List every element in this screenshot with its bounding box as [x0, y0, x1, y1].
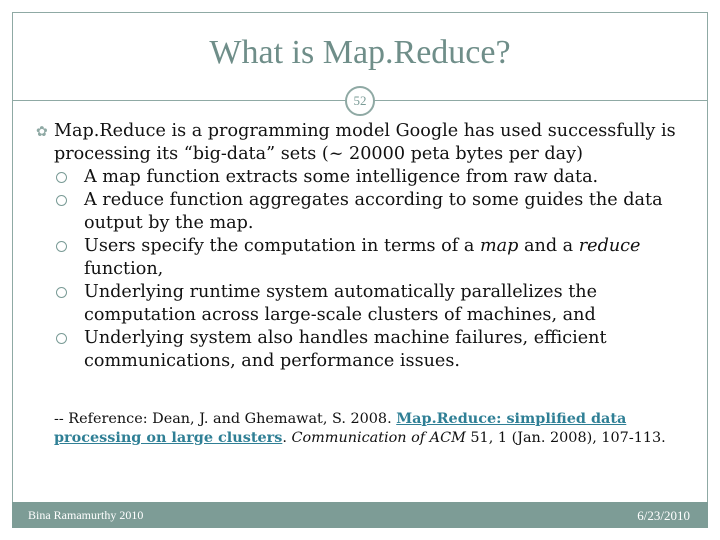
ring-bullet-icon: [56, 172, 67, 183]
ring-bullet-icon: [56, 195, 67, 206]
ring-bullet-icon: [56, 333, 67, 344]
sub-bullet-text: A map function extracts some intelligence from raw data.: [84, 167, 599, 187]
ring-bullet-icon: [56, 241, 67, 252]
page-number-badge: 52: [345, 86, 375, 116]
slide-body: [34, 120, 694, 373]
map-term: map: [479, 236, 519, 256]
slide-title: What is Map.Reduce?: [209, 34, 511, 71]
sub-bullet: [34, 189, 694, 235]
footer-date: 6/23/2010: [637, 508, 690, 523]
ring-bullet-icon: [56, 287, 67, 298]
sub-bullet-text: A reduce function aggregates according to some guides the data output by the map.: [84, 190, 663, 233]
sub-bullet-text: and a: [518, 236, 579, 256]
reference-journal: Communication of ACM: [291, 429, 466, 446]
reference-link[interactable]: Map.Reduce: simplified data processing on large clusters: [54, 410, 627, 446]
reference-after-link: .: [282, 429, 292, 446]
sub-bullet-text: Underlying runtime system automatically parallelizes the computation across large-scale clusters of machines, and: [84, 282, 598, 325]
main-bullet: [34, 120, 694, 166]
reduce-term: reduce: [578, 236, 641, 256]
bullet-arrow-icon: ✿: [36, 124, 48, 140]
sub-bullet: [34, 235, 694, 281]
sub-bullet: [34, 327, 694, 373]
footer-author: Bina Ramamurthy 2010: [28, 508, 144, 522]
reference-note: [54, 410, 694, 447]
sub-bullet: [34, 166, 694, 189]
sub-bullet-text: function,: [84, 259, 164, 279]
sub-bullet: [34, 281, 694, 327]
main-bullet-text: Map.Reduce is a programming model Google has used successfully is processing its “big-data” sets (~ 20000 peta bytes per day): [54, 121, 676, 164]
reference-suffix: 51, 1 (Jan. 2008), 107-113.: [465, 429, 666, 446]
sub-bullet-text: Underlying system also handles machine failures, efficient communications, and performance issues.: [84, 328, 607, 371]
sub-bullet-text: Users specify the computation in terms of a: [84, 236, 480, 256]
reference-prefix: -- Reference: Dean, J. and Ghemawat, S. 2008.: [54, 411, 397, 427]
